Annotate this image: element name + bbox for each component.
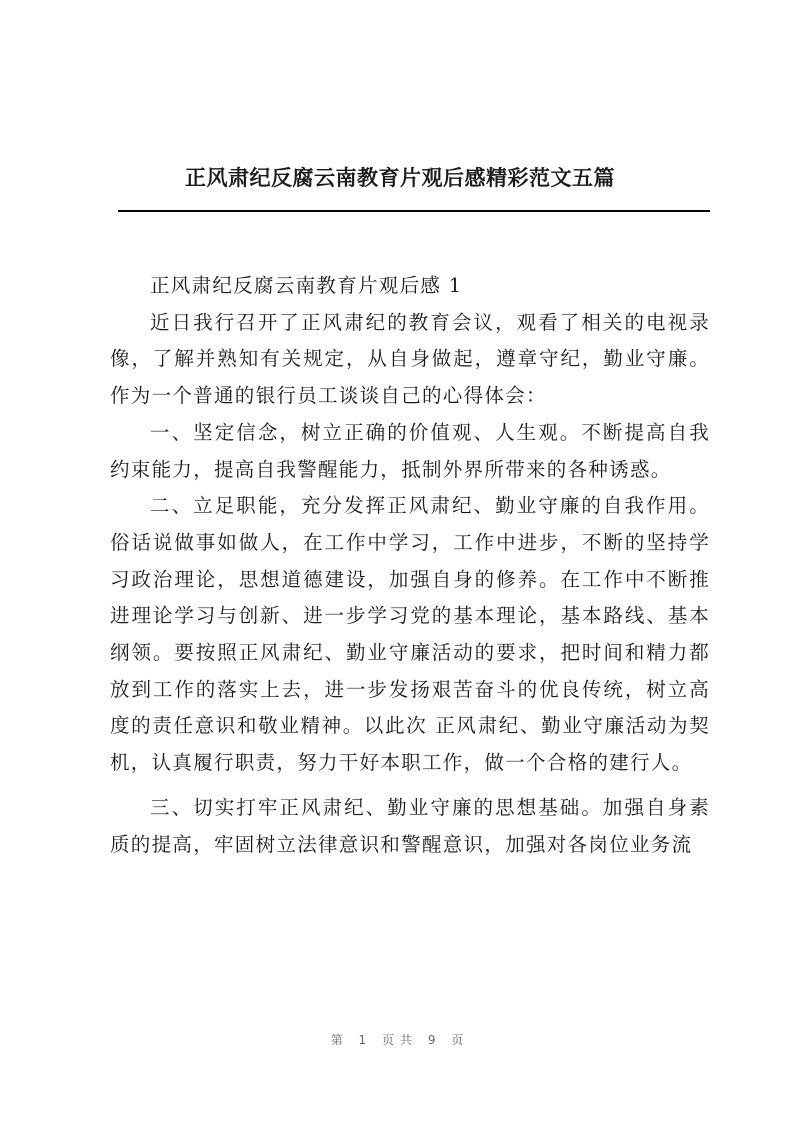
paragraph-point-two: 二、立足职能，充分发挥正风肃纪、勤业守廉的自我作用。俗话说做事如做人，在工作中学习，工作中进步，不断的坚持学习政治理论，思想道德建设，加强自身的修养。在工作中不断推进理论学习与创新、进一步学习党的基本理论，基本路线、基本纲领。要按照正风肃纪、勤业守廉活动的要求，把时间和精力都放到工作的落实上去，进一步发扬艰苦奋斗的优良传统，树立高度的责任意识和敬业精神。以此次 正风肃纪、勤业守廉活动为契机，认真履行职责，努力干好本职工作，做一个合格的建行人。 xyxy=(110,494,710,775)
document-title: 正风肃纪反腐云南教育片观后感精彩范文五篇 xyxy=(185,165,615,190)
paragraph-intro: 近日我行召开了正风肃纪的教育会议，观看了相关的电视录像，了解并熟知有关规定，从自身做起，遵章守纪，勤业守廉。作为一个普通的银行员工谈谈自己的心得体会： xyxy=(110,310,710,408)
page-number-footer: 第 1 页共 9 页 xyxy=(330,1033,470,1047)
document-body xyxy=(110,268,710,863)
section-heading: 正风肃纪反腐云南教育片观后感 1 xyxy=(150,274,463,297)
paragraph-point-three: 三、切实打牢正风肃纪、勤业守廉的思想基础。加强自身素质的提高，牢固树立法律意识和警醒意识，加强对各岗位业务流 xyxy=(110,795,710,856)
title-underline xyxy=(118,210,710,212)
paragraph-point-one: 一、坚定信念，树立正确的价值观、人生观。不断提高自我约束能力，提高自我警醒能力，抵制外界所带来的各种诱惑。 xyxy=(110,420,710,481)
paragraph-spacer xyxy=(110,782,710,790)
